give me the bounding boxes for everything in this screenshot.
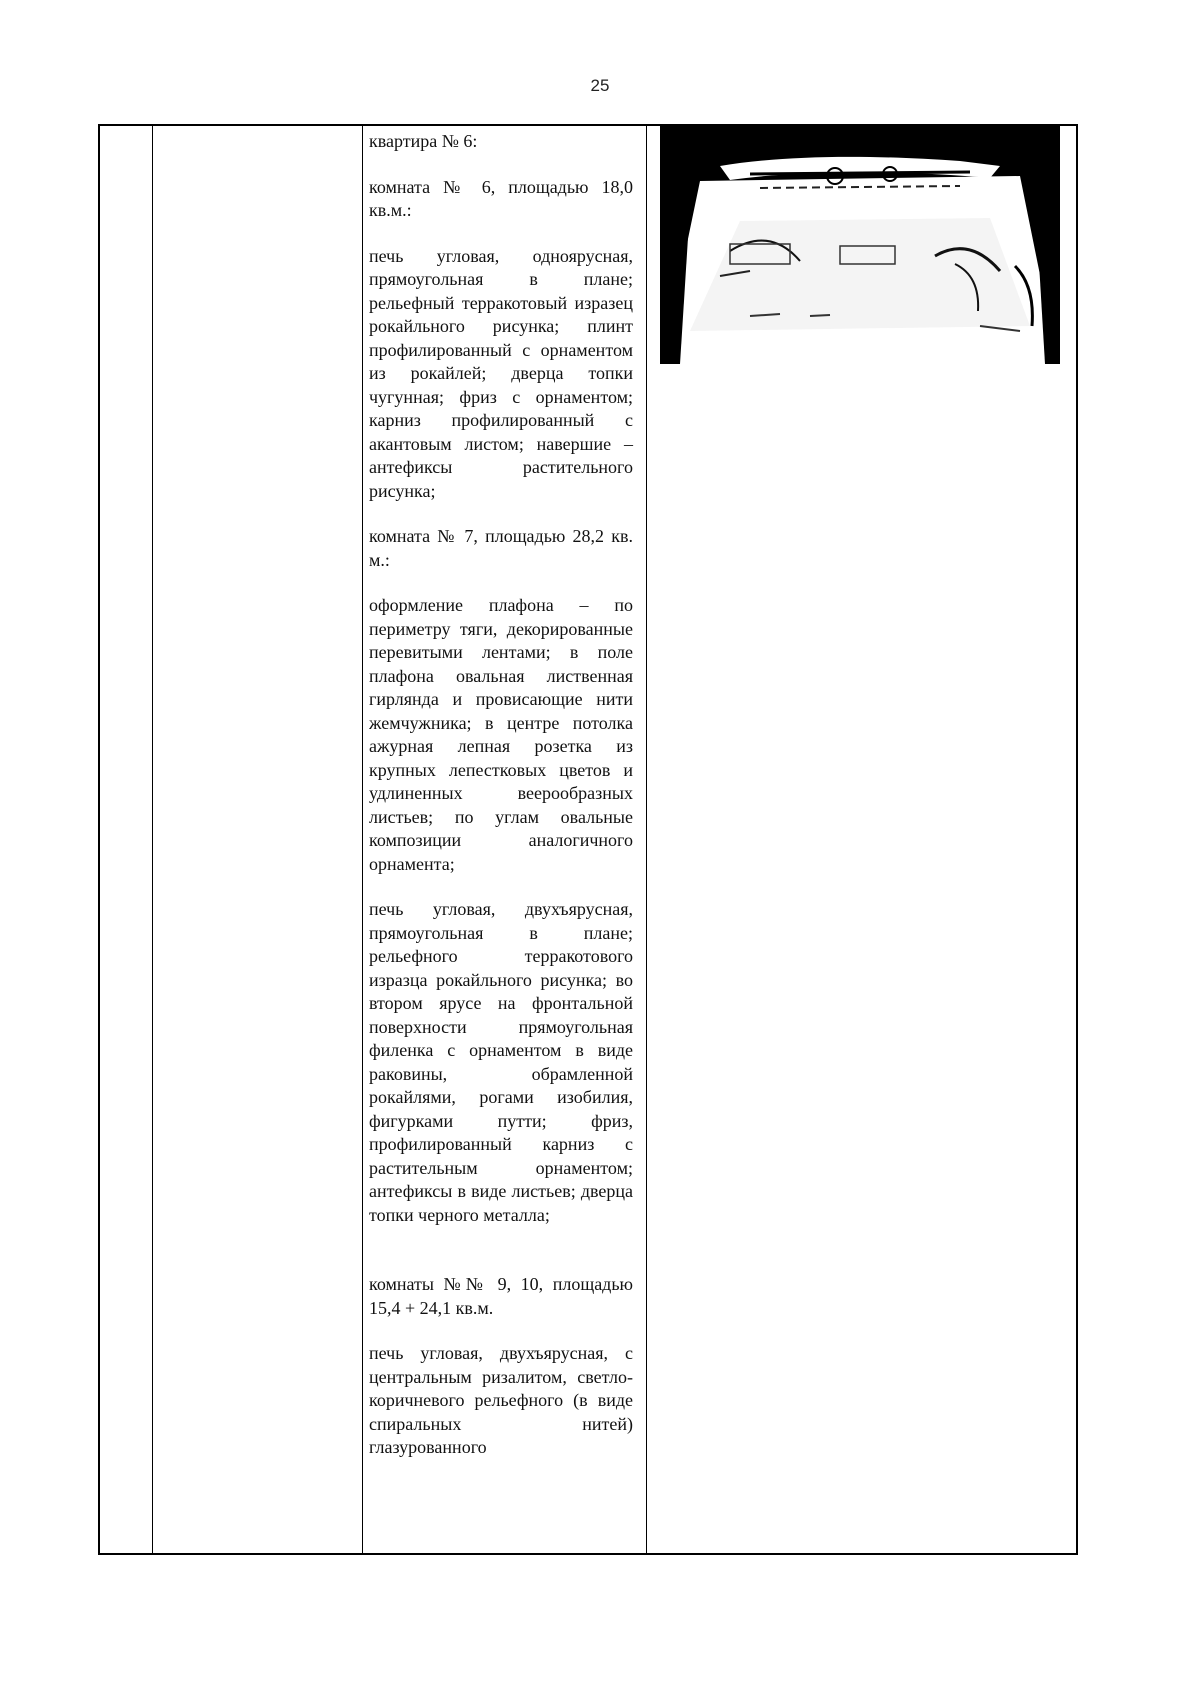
- description-column: [369, 126, 639, 1553]
- object-table: [98, 124, 1078, 1555]
- ceiling-photo: [660, 126, 1060, 364]
- column-divider: [152, 126, 153, 1553]
- description-paragraph: печь угловая, одноярусная, прямоугольная в плане; рельефный терракотовый изразец рокайльного рисунка; плинт профилированный с орнаментом из рокайлей; дверца топки чугунная; фриз с орнаментом; карниз профилированный с акантовым листом; навершие – антефиксы растительного рисунка;: [369, 245, 633, 501]
- room-heading: комнаты №№ 9, 10, площадью 15,4 + 24,1 кв.м.: [369, 1274, 633, 1318]
- description-paragraph: оформление плафона – по периметру тяги, декорированные перевитыми лентами; в поле плафона овальная лиственная гирлянда и провисающие нити жемчужника; в центре потолка ажурная лепная розетка из крупных лепестковых цветов и удлиненных веерообразных листьев; по углам овальные композиции аналогичного орнамента;: [369, 595, 633, 874]
- room-heading: комната № 6, площадью 18,0 кв.м.:: [369, 176, 633, 220]
- column-divider: [362, 126, 363, 1553]
- apartment-heading: квартира № 6:: [369, 131, 478, 151]
- ceiling-photo-image: [660, 126, 1060, 364]
- description-paragraph: печь угловая, двухъярусная, прямоугольная в плане; рельефного терракотового изразца рокайльного рисунка; во втором ярусе на фронтальной поверхности прямоугольная филенка с орнаментом в виде раковины, обрамленной рокайлями, рогами изобилия, фигурками путти; фриз, профилированный карниз с растительным орнаментом; антефиксы в виде листьев; дверца топки черного металла;: [369, 899, 633, 1225]
- column-divider: [646, 126, 647, 1553]
- room-heading: комната № 7, площадью 28,2 кв. м.:: [369, 526, 633, 570]
- page-number: 25: [590, 76, 610, 95]
- description-paragraph: печь угловая, двухъярусная, с центральным ризалитом, светло-коричневого рельефного (в виде спиральных нитей) глазурованного: [369, 1343, 633, 1457]
